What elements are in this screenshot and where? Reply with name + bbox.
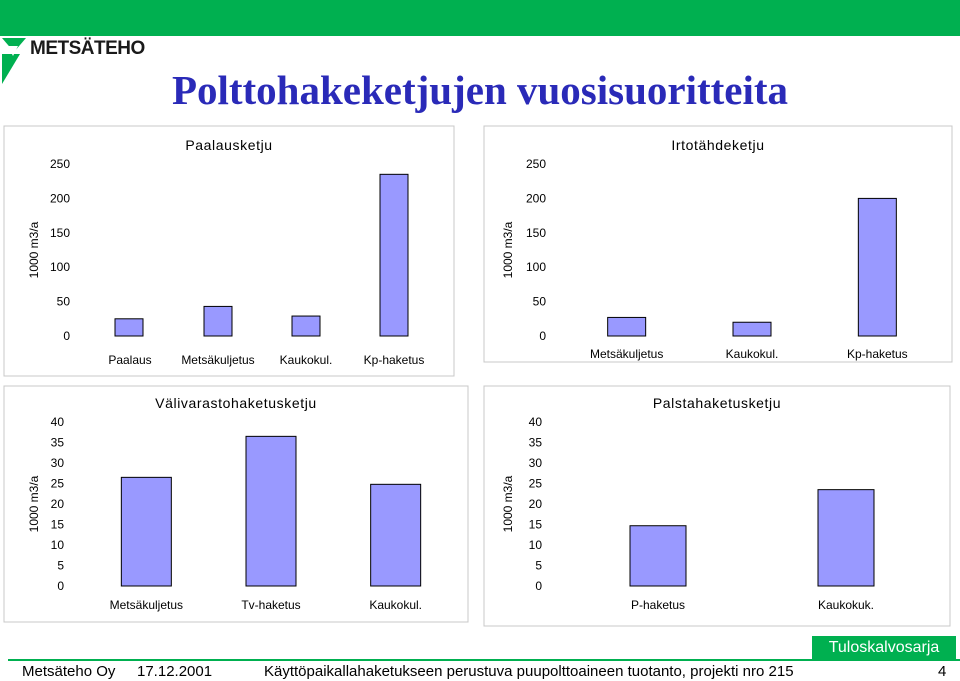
x-category-label: Metsäkuljetus — [109, 598, 184, 612]
footer-divider — [8, 659, 960, 661]
y-tick-label: 5 — [57, 558, 64, 573]
chart-title: Paalausketju — [185, 137, 273, 153]
x-category-label: Kaukokuk. — [817, 598, 875, 612]
x-category-label: Tv-haketus — [241, 598, 301, 612]
y-tick-label: 0 — [535, 579, 542, 593]
y-tick-label: 15 — [50, 517, 64, 532]
bar — [204, 306, 232, 336]
y-tick-label: 150 — [525, 225, 546, 240]
bar — [818, 490, 874, 586]
y-tick-label: 20 — [528, 497, 542, 511]
chart-paalausketju — [0, 124, 480, 379]
bar — [733, 322, 771, 336]
y-tick-label: 100 — [525, 260, 546, 275]
y-tick-label: 0 — [57, 579, 64, 593]
x-category-label: Kaukokul. — [279, 353, 333, 367]
x-category-label: Kaukokul. — [725, 347, 779, 361]
bar — [380, 174, 408, 336]
y-tick-label: 50 — [56, 294, 70, 309]
chart-title: Irtotähdeketju — [671, 137, 765, 153]
footer-organization: Metsäteho Oy — [22, 663, 116, 680]
y-tick-label: 35 — [50, 435, 64, 450]
y-tick-label: 0 — [63, 329, 70, 343]
y-tick-label: 35 — [528, 435, 542, 450]
y-tick-label: 200 — [49, 191, 70, 206]
bar — [246, 436, 296, 586]
bar — [608, 317, 646, 336]
chart-title: Välivarastohaketusketju — [155, 395, 317, 411]
chart-title: Palstahaketusketju — [652, 395, 782, 411]
y-tick-label: 10 — [50, 538, 64, 552]
y-tick-label: 20 — [50, 497, 64, 511]
y-axis-label: 1000 m3/a — [501, 475, 515, 533]
y-tick-label: 100 — [49, 260, 70, 275]
y-tick-label: 30 — [50, 456, 64, 470]
logo-text: METSÄTEHO — [30, 38, 145, 59]
y-tick-label: 5 — [535, 558, 542, 573]
chart-canvas — [0, 124, 480, 379]
bar — [115, 319, 143, 336]
y-axis-label: 1000 m3/a — [27, 221, 41, 279]
x-category-label: Paalaus — [108, 353, 152, 367]
y-axis-label: 1000 m3/a — [27, 475, 41, 533]
footer-page-number: 4 — [938, 663, 947, 680]
x-category-label: Kaukokul. — [369, 598, 423, 612]
y-tick-label: 150 — [49, 225, 70, 240]
x-category-label: Kp-haketus — [363, 353, 425, 367]
y-tick-label: 250 — [49, 157, 70, 171]
y-tick-label: 40 — [50, 415, 64, 429]
y-tick-label: 15 — [528, 517, 542, 532]
chart-irtotahdeketju — [480, 124, 960, 379]
chart-palstahaketusketju — [480, 384, 960, 629]
y-axis-label: 1000 m3/a — [501, 221, 515, 279]
x-category-label: P-haketus — [630, 598, 686, 612]
y-tick-label: 50 — [532, 294, 546, 309]
x-category-label: Kp-haketus — [846, 347, 908, 361]
y-tick-label: 200 — [525, 191, 546, 206]
top-accent-band — [0, 0, 960, 36]
y-tick-label: 40 — [528, 415, 542, 429]
chart-frame — [484, 386, 950, 626]
chart-canvas — [480, 384, 960, 629]
y-tick-label: 10 — [528, 538, 542, 552]
y-tick-label: 0 — [539, 329, 546, 343]
chart-canvas — [480, 124, 960, 379]
chart-valivarastohaketusketju — [0, 384, 480, 629]
y-tick-label: 25 — [50, 476, 64, 491]
bar — [630, 526, 686, 586]
footer-date: 17.12.2001 — [137, 663, 213, 680]
x-category-label: Metsäkuljetus — [589, 347, 664, 361]
y-tick-label: 30 — [528, 456, 542, 470]
bar — [292, 316, 320, 336]
bar — [121, 477, 171, 586]
bar — [371, 484, 421, 586]
y-tick-label: 25 — [528, 476, 542, 491]
footer-description: Käyttöpaikallahaketukseen perustuva puupolttoaineen tuotanto, projekti nro 215 — [264, 663, 794, 680]
chart-canvas — [0, 384, 480, 629]
y-tick-label: 250 — [525, 157, 546, 171]
bar — [858, 198, 896, 336]
page-title: Polttohakeketjujen vuosisuoritteita — [171, 67, 789, 113]
x-category-label: Metsäkuljetus — [181, 353, 255, 367]
footer-badge: Tuloskalvosarja — [812, 636, 956, 659]
